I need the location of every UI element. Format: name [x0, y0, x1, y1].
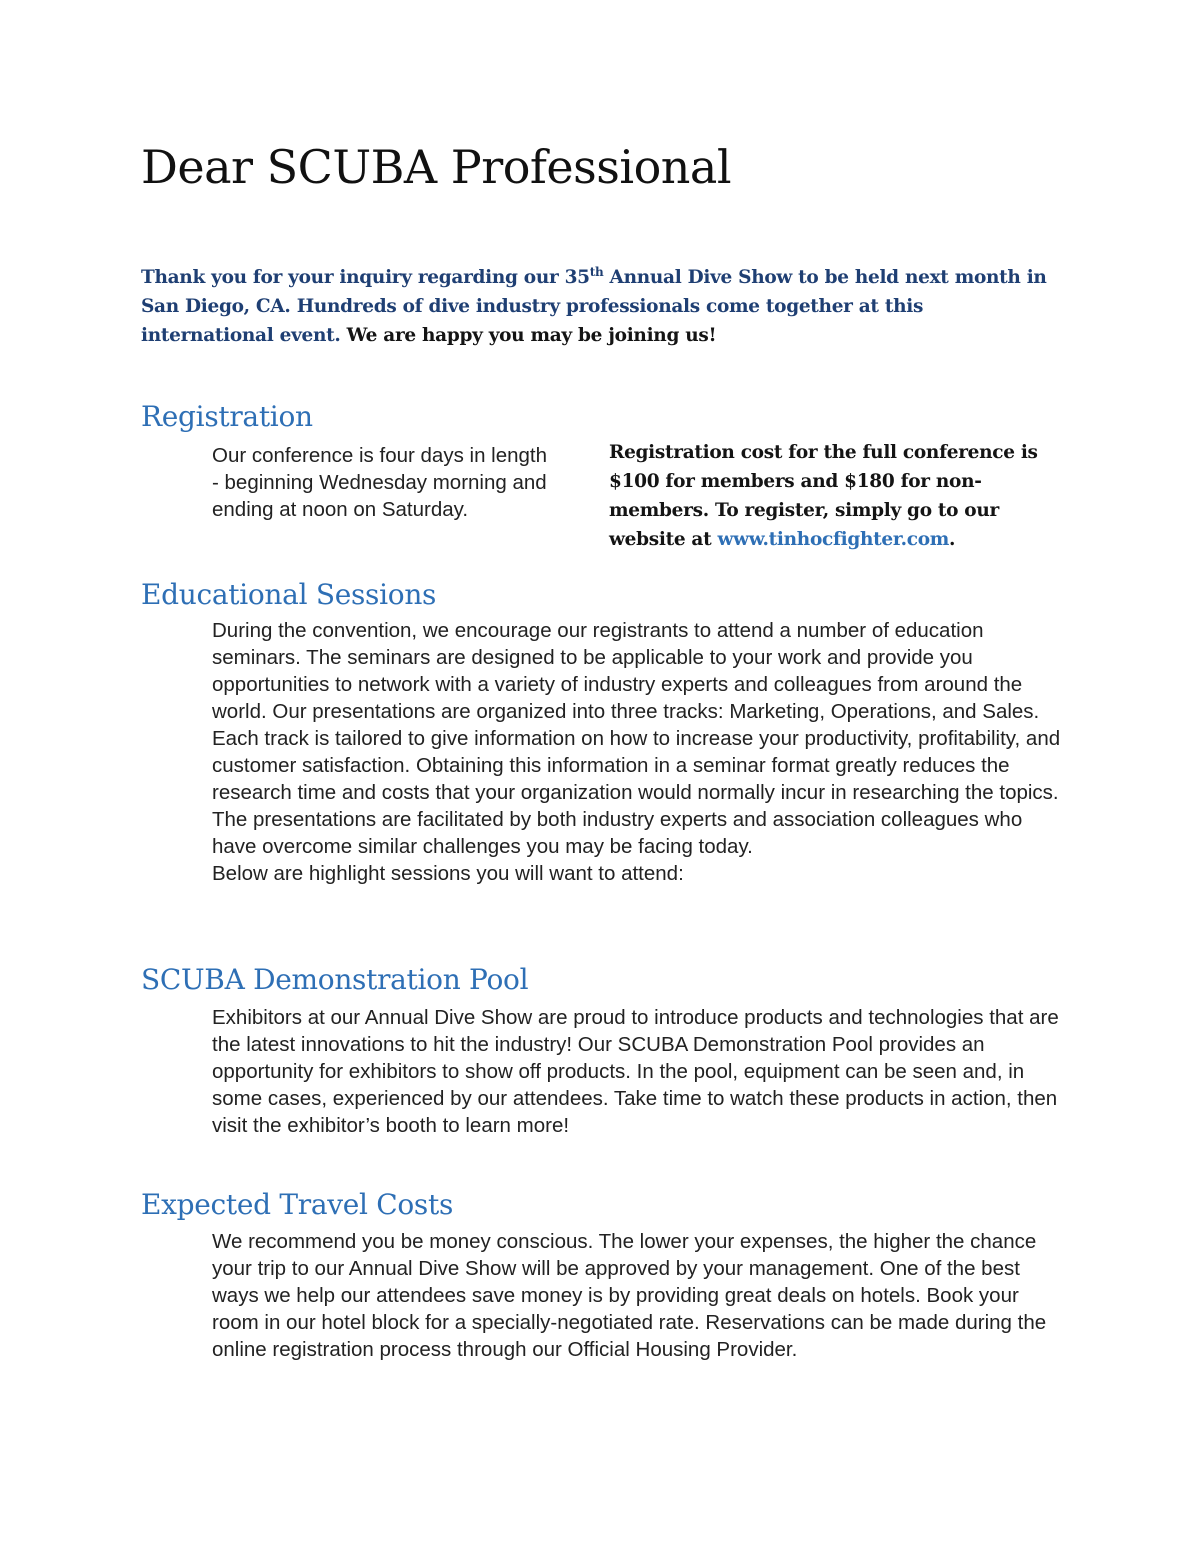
- intro-text-3: We are happy you may be joining us!: [346, 325, 717, 346]
- intro-superscript: th: [589, 265, 604, 279]
- intro-text-1: Thank you for your inquiry regarding our 35: [141, 267, 590, 288]
- registration-heading: Registration: [141, 400, 313, 433]
- intro-paragraph: [141, 263, 1061, 350]
- demo-pool-text: Exhibitors at our Annual Dive Show are proud to introduce products and technologies that are the latest innovations to hit the industry! Our SCUBA Demonstration Pool provides an opportunity for exhibitors to show off products. In the pool, equipment can be seen and, in some cases, experienced by our attendees. Take time to watch these products in action, then visit the exhibitor’s booth to learn more!: [212, 1006, 1059, 1137]
- registration-right-text: [609, 438, 1069, 554]
- page-title: Dear SCUBA Professional: [141, 140, 732, 194]
- demo-pool-heading: SCUBA Demonstration Pool: [141, 963, 529, 996]
- website-link[interactable]: www.tinhocfighter.com: [717, 529, 950, 550]
- registration-end-punct: .: [949, 529, 956, 550]
- intro-text-2: Annual Dive Show to be held next month in San Diego, CA. Hundreds of dive industry professionals come together at this international event.: [141, 267, 1047, 346]
- educational-text: [212, 617, 1062, 887]
- registration-cost-text: Registration cost for the full conference is $100 for members and $180 for non-members. To register, simply go to our website at: [609, 442, 1038, 550]
- travel-text: We recommend you be money conscious. The lower your expenses, the higher the chance your trip to our Annual Dive Show will be approved by your management. One of the best ways we help our attendees save money is by providing great deals on hotels. Book your room in our hotel block for a specially-negotiated rate. Reservations can be made during the online registration process through our Official Housing Provider.: [212, 1230, 1047, 1361]
- educational-text-highlight: Below are highlight sessions you will want to attend:: [212, 862, 684, 885]
- registration-left-text: Our conference is four days in length - beginning Wednesday morning and ending at noon on Saturday.: [212, 444, 548, 521]
- educational-text-main: During the convention, we encourage our registrants to attend a number of education seminars. The seminars are designed to be applicable to your work and provide you opportunities to network with a variety of industry experts and colleagues from around the world. Our presentations are organized into three tracks: Marketing, Operations, and Sales. Each track is tailored to give information on how to increase your productivity, profitability, and customer satisfaction. Obtaining this information in a seminar format greatly reduces the research time and costs that your organization would normally incur in researching the topics. The presentations are facilitated by both industry experts and association colleagues who have overcome similar challenges you may be facing today.: [212, 619, 1061, 858]
- educational-heading: Educational Sessions: [141, 578, 437, 611]
- travel-heading: Expected Travel Costs: [141, 1188, 454, 1221]
